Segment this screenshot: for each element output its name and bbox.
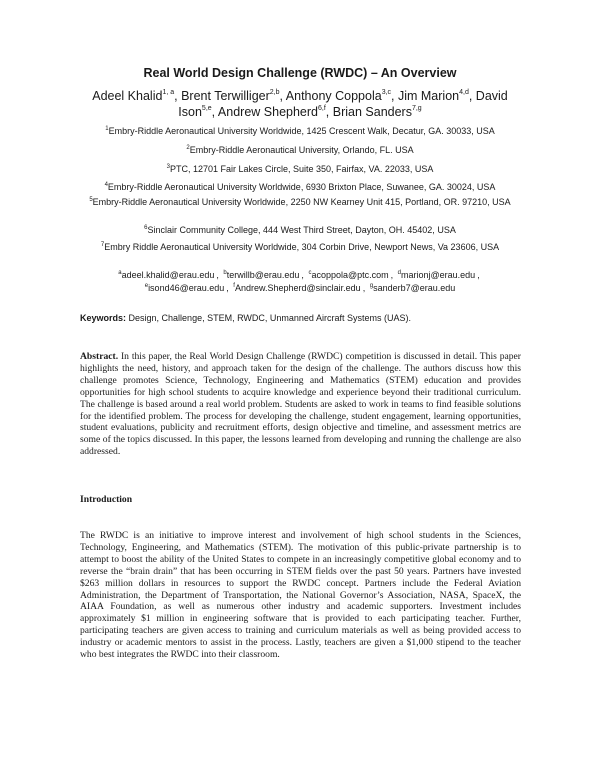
affiliation: $^3$PTC, 12701 Fair Lakes Circle, Suite 350, Fairfax, VA. 22033, USA [166, 164, 434, 174]
abstract-text: In this paper, the Real World Design Challenge (RWDC) competition is discussed in detail. This paper highlights the need, history, and approach taken for the design of the challenge. The authors discuss how this challenge promotes Science, Technology, Engineering and Mathematics (STEM) education and provides opportunities for high school students to acquire knowledge and experience beyond their traditional curriculum. The challenge is based around a real world problem. Students are asked to work in teams to find feasible solutions for the identified problem. The process for developing the challenge, student engagement, learning opportunities, student evaluations, publicity and recruitment efforts, design objective and timeline, and assessment metrics are some of the topics discussed. In this paper, the lessons learned from developing and running the challenge are also addressed. [80, 351, 522, 458]
paper-title: Real World Design Challenge (RWDC) – An Overview [143, 66, 457, 80]
author: Jim Marion$^{4,d}$, [397, 89, 476, 103]
abstract [80, 351, 521, 458]
affiliation: $^7$Embry Riddle Aeronautical University Worldwide, 304 Corbin Drive, Newport News, Va 23606, USA [100, 242, 500, 252]
affiliation: $^6$Sinclair Community College, 444 West Third Street, Dayton, OH. 45402, USA [144, 225, 456, 235]
email[interactable]: $^b$terwillb@erau.edu [223, 270, 300, 280]
keywords-label: Keywords: [80, 313, 127, 323]
keywords-text: Design, Challenge, STEM, RWDC, Unmanned Aircraft Systems (UAS). [128, 313, 411, 323]
author-list [74, 88, 526, 120]
email[interactable]: $^c$acoppola@ptc.com [308, 270, 389, 280]
email[interactable]: $^e$isond46@erau.edu [144, 283, 225, 293]
abstract-label: Abstract. [80, 351, 119, 362]
author: Brent Terwilliger$^{2,b}$, [181, 89, 286, 103]
affiliation: $^4$Embry-Riddle Aeronautical University Worldwide, 6930 Brixton Place, Suwanee, GA. 30024, USA [104, 182, 496, 192]
author: Andrew Shepherd$^{6,f}$, [217, 105, 333, 119]
author: Adeel Khalid$^{1, a}$, [92, 89, 182, 103]
email[interactable]: $^d$marionj@erau.edu [397, 270, 476, 280]
intro-paragraph: The RWDC is an initiative to improve interest and involvement of high school students in the Sciences, Technology, Engineering, and Mathematics (STEM). The motivation of this public-private partnership is to attempt to boost the ability of the United States to compete in an increasingly competitive global economy and to reverse the “brain drain” that has been occurring in STEM fields over the past 50 years. Partners have invested $263 million dollars in resources to support the RWDC concept. Partners include the Federal Aviation Administration, the Department of Transportation, the National Governor’s Association, NASA, SpaceX, the AIAA Foundation, as well as numerous other industry and academic supporters. Investment includes approximately $1 million in engineering software that is provided to each participating teacher. Further, participating teachers are given access to training and curriculum materials as well as being provided access to industry or academic mentors to assist in the process. Lastly, teachers are given a $1,000 stipend to the teacher who best integrates the RWDC into their classroom. [80, 530, 521, 661]
author: Anthony Coppola$^{3,c}$, [285, 89, 398, 103]
section-heading: Introduction [80, 494, 133, 505]
affiliation: $^1$Embry-Riddle Aeronautical University Worldwide, 1425 Crescent Walk, Decatur, GA. 30033, USA [105, 126, 495, 136]
email[interactable]: $^f$Andrew.Shepherd@sinclair.edu [233, 283, 361, 293]
email[interactable]: $^a$adeel.khalid@erau.edu [118, 270, 215, 280]
email-list: $^a$adeel.khalid@erau.edu , $^b$terwillb@erau.edu , $^c$acoppola@ptc.com , $^d$marionj@erau.edu , $^e$isond46@erau.edu , $^f$Andrew.Shepherd@sinclair.edu , $^g$sanderb7@erau.edu [118, 270, 480, 293]
author: David Ison$^{5,e}$, [178, 89, 508, 119]
email[interactable]: $^g$sanderb7@erau.edu [369, 283, 456, 293]
affiliation: $^5$Embry-Riddle Aeronautical University Worldwide, 2250 NW Kearney Unit 415, Portland, OR. 97210, USA [89, 197, 511, 207]
keywords [80, 313, 540, 323]
affiliation: $^2$Embry-Riddle Aeronautical University, Orlando, FL. USA [186, 145, 414, 155]
author: Brian Sanders$^{7,g}$ [332, 105, 422, 119]
